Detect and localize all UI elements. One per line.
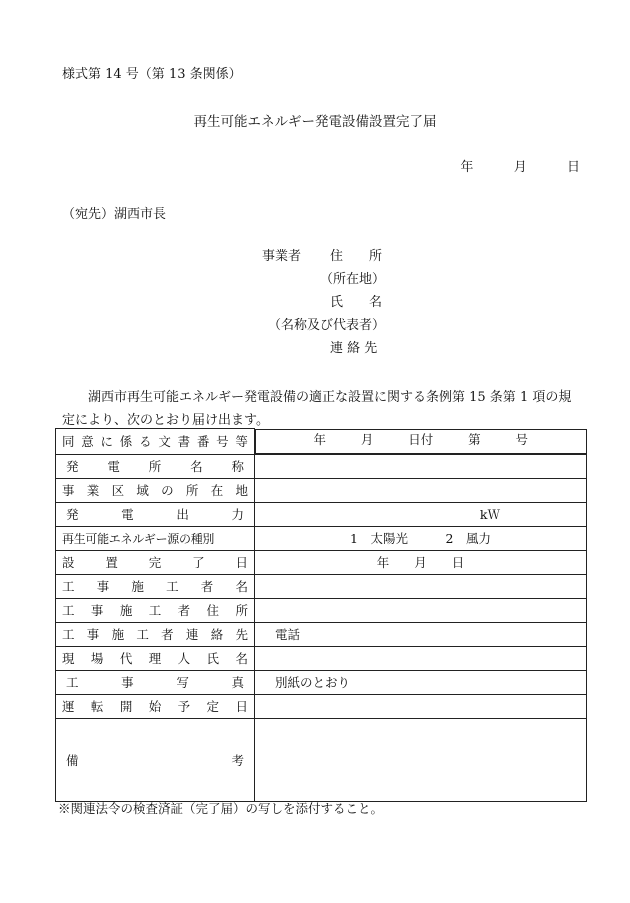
form-number: 様式第 14 号（第 13 条関係） <box>62 67 242 82</box>
doc-number-suffix: 号 <box>515 431 529 447</box>
row-label: 発 電 所 名 称 <box>56 454 255 478</box>
table-row <box>56 598 587 622</box>
doc-year: 年 <box>313 431 326 447</box>
table-row <box>56 526 587 550</box>
table-row <box>56 454 587 478</box>
contractor-name-field[interactable] <box>255 574 587 598</box>
row-label: 工 事 施 工 者 連 絡 先 <box>56 622 255 646</box>
output-field[interactable]: kＷ <box>255 502 587 526</box>
table-row <box>56 646 587 670</box>
table-row <box>56 694 587 718</box>
doc-day: 日付 <box>408 431 434 447</box>
table-row <box>56 478 587 502</box>
address-label: 住 所 <box>330 249 383 264</box>
row-label: 再生可能エネルギー源の種別 <box>56 526 255 550</box>
remarks-field[interactable] <box>255 718 587 801</box>
operation-start-date-field[interactable] <box>255 694 587 718</box>
construction-photo-field[interactable]: 別紙のとおり <box>255 670 587 694</box>
address-sub-label: （所在地） <box>320 272 386 287</box>
date-day: 日 <box>566 160 580 175</box>
name-sub-label: （名称及び代表者） <box>268 318 386 333</box>
table-row <box>56 550 587 574</box>
table-row <box>56 670 587 694</box>
date-month: 月 <box>513 160 527 175</box>
body-paragraph: 湖西市再生可能エネルギー発電設備の適正な設置に関する条例第 15 条第 1 項の規定により、次のとおり届け出ます。 <box>62 390 572 428</box>
row-label: 工 事 写 真 <box>56 670 255 694</box>
completion-form-table <box>55 428 587 802</box>
row-label: 工 事 施 工 者 名 <box>56 574 255 598</box>
row-label: 工 事 施 工 者 住 所 <box>56 598 255 622</box>
contractor-contact-field[interactable]: 電話 <box>255 622 587 646</box>
document-title: 再生可能エネルギー発電設備設置完了届 <box>193 114 437 130</box>
table-row <box>56 622 587 646</box>
body-text <box>62 386 582 432</box>
table-row <box>56 574 587 598</box>
doc-number-prefix: 第 <box>468 431 481 447</box>
row-label: 現 場 代 理 人 氏 名 <box>56 646 255 670</box>
applicant-block <box>0 250 630 360</box>
site-agent-name-field[interactable] <box>255 646 587 670</box>
row-label: 同 意 に 係 る 文 書 番 号 等 <box>56 429 255 455</box>
completion-date-field[interactable]: 年 月 日 <box>255 550 587 574</box>
row-label: 備 考 <box>56 718 255 801</box>
contact-label: 連 絡 先 <box>330 341 378 356</box>
contractor-address-field[interactable] <box>255 598 587 622</box>
submission-date <box>460 161 580 174</box>
doc-month: 月 <box>360 431 374 447</box>
applicant-role: 事業者 <box>262 249 302 264</box>
date-year: 年 <box>460 160 474 175</box>
energy-type-field[interactable]: 1 太陽光 2 風力 <box>255 526 587 550</box>
plant-name-field[interactable] <box>255 454 587 478</box>
table-row <box>56 429 587 455</box>
row-label: 運 転 開 始 予 定 日 <box>56 694 255 718</box>
table-row <box>56 718 587 801</box>
addressee: （宛先）湖西市長 <box>62 207 167 222</box>
site-location-field[interactable] <box>255 478 587 502</box>
table-row <box>56 502 587 526</box>
document-number-field[interactable] <box>255 429 587 454</box>
name-label: 氏 名 <box>330 295 383 310</box>
row-label: 発 電 出 力 <box>56 502 255 526</box>
row-label: 設 置 完 了 日 <box>56 550 255 574</box>
row-label: 事 業 区 域 の 所 在 地 <box>56 478 255 502</box>
footnote: ※関連法令の検査済証（完了届）の写しを添付すること。 <box>58 801 384 816</box>
